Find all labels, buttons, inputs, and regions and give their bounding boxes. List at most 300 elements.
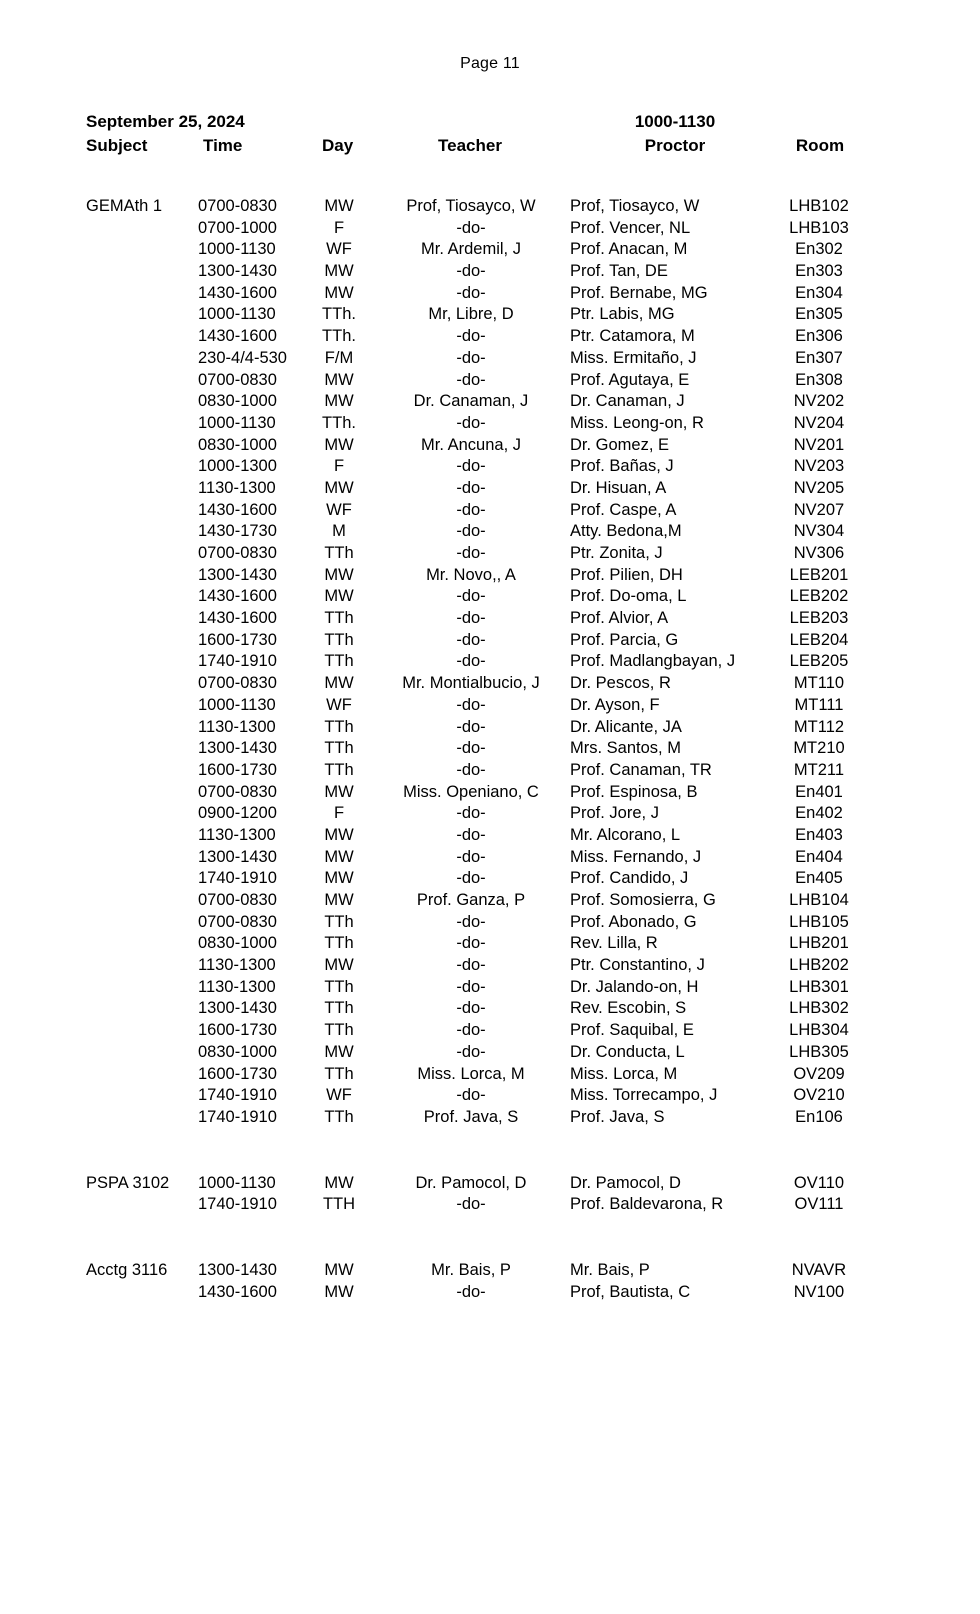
schedule-row: [0, 218, 980, 240]
cell-time: 0700-0830: [198, 370, 277, 389]
cell-day: TTh: [324, 652, 354, 671]
cell-teacher: Mr, Libre, D: [428, 305, 514, 324]
cell-teacher: -do-: [456, 587, 486, 606]
schedule-row: [0, 391, 980, 413]
cell-room: En303: [795, 262, 843, 281]
group-separator: [0, 1129, 980, 1173]
schedule-row: [0, 435, 980, 457]
cell-time: 1600-1730: [198, 760, 277, 779]
cell-day: F: [333, 804, 345, 823]
cell-time: 0700-0830: [198, 891, 277, 909]
cell-proctor: Prof. Espinosa, B: [570, 782, 698, 801]
cell-room: LHB102: [789, 197, 849, 215]
cell-time: 1740-1910: [198, 1107, 277, 1126]
cell-teacher: -do-: [456, 478, 486, 497]
cell-room: NV304: [793, 522, 845, 541]
cell-room: LEB201: [789, 565, 849, 584]
cell-teacher: -do-: [456, 1042, 486, 1061]
schedule-row: [0, 283, 980, 305]
cell-room: LHB201: [789, 934, 849, 953]
schedule-row: [0, 543, 980, 565]
cell-teacher: -do-: [456, 934, 486, 953]
cell-proctor: Dr. Ayson, F: [570, 695, 660, 714]
cell-teacher: -do-: [456, 1021, 486, 1040]
cell-time: 1430-1730: [198, 522, 277, 541]
cell-proctor: Prof. Candido, J: [570, 869, 689, 888]
cell-teacher: -do-: [456, 457, 486, 476]
cell-day: TTh: [324, 1021, 354, 1040]
cell-room: En302: [795, 240, 843, 259]
schedule-row: [0, 413, 980, 435]
cell-room: LEB202: [789, 587, 849, 606]
schedule-row: [0, 1020, 980, 1042]
cell-teacher: Mr. Novo,, A: [426, 565, 516, 584]
schedule-row: [0, 1085, 980, 1107]
schedule-row: [0, 847, 980, 869]
cell-day: MW: [324, 370, 354, 389]
cell-time: 1300-1430: [198, 999, 277, 1018]
cell-room: OV110: [793, 1173, 845, 1192]
cell-time: 1740-1910: [198, 1195, 277, 1214]
cell-day: MW: [324, 1260, 354, 1279]
cell-time: 1740-1910: [198, 652, 277, 671]
schedule-row: [0, 565, 980, 587]
cell-teacher: Mr. Montialbucio, J: [402, 674, 540, 693]
cell-proctor: Miss. Lorca, M: [570, 1064, 678, 1083]
cell-teacher: Miss. Lorca, M: [417, 1064, 525, 1083]
cell-proctor: Ptr. Labis, MG: [570, 305, 675, 324]
cell-teacher: -do-: [456, 544, 486, 562]
cell-subject: PSPA 3102: [86, 1173, 170, 1192]
cell-time: 1130-1300: [198, 977, 276, 996]
cell-teacher: Prof, Tiosayco, W: [406, 197, 536, 215]
schedule-row: [0, 825, 980, 847]
cell-proctor: Prof. Madlangbayan, J: [570, 652, 736, 671]
schedule-row: [0, 998, 980, 1020]
cell-teacher: Prof. Java, S: [423, 1107, 519, 1126]
cell-room: LHB105: [789, 912, 849, 931]
cell-time: 1130-1300: [198, 478, 276, 497]
schedule-row: [0, 651, 980, 673]
cell-proctor: Dr. Hisuan, A: [570, 478, 667, 497]
cell-proctor: Mr. Bais, P: [570, 1260, 650, 1279]
schedule-row: [0, 304, 980, 326]
cell-day: TTh: [324, 717, 354, 736]
cell-proctor: Prof. Parcia, G: [570, 630, 679, 649]
cell-proctor: Mrs. Santos, M: [570, 739, 681, 758]
cell-day: MW: [324, 847, 354, 866]
cell-room: NV204: [793, 413, 845, 432]
cell-room: MT110: [793, 674, 845, 693]
cell-teacher: -do-: [456, 413, 486, 432]
cell-room: En307: [795, 348, 843, 367]
cell-proctor: Prof. Canaman, TR: [570, 760, 712, 779]
cell-time: 1130-1300: [198, 956, 276, 975]
cell-time: 1430-1600: [198, 500, 277, 519]
cell-teacher: -do-: [456, 609, 486, 628]
schedule-row: [0, 500, 980, 522]
cell-room: MT111: [794, 695, 844, 714]
cell-proctor: Prof. Baldevarona, R: [570, 1195, 724, 1214]
cell-proctor: Prof. Vencer, NL: [570, 218, 691, 237]
cell-day: MW: [324, 869, 354, 888]
cell-proctor: Prof. Agutaya, E: [570, 370, 690, 389]
cell-time: 1600-1730: [198, 630, 277, 649]
group-separator: [0, 1216, 980, 1260]
cell-day: TTh: [324, 934, 354, 953]
cell-time: 1300-1430: [198, 565, 277, 584]
schedule-row: [0, 717, 980, 739]
cell-day: MW: [324, 392, 354, 411]
cell-room: MT211: [793, 760, 845, 779]
column-header-row: [0, 136, 980, 162]
cell-time: 1430-1600: [198, 327, 277, 346]
schedule-row: [0, 608, 980, 630]
schedule-row: [0, 1260, 980, 1282]
column-header-teacher: Teacher: [438, 136, 502, 155]
schedule-row: [0, 478, 980, 500]
cell-proctor: Miss. Torrecampo, J: [570, 1086, 718, 1105]
cell-teacher: Mr. Ancuna, J: [421, 435, 521, 454]
cell-room: En308: [795, 370, 843, 389]
schedule-row: [0, 1042, 980, 1064]
cell-proctor: Prof. Saquibal, E: [570, 1021, 694, 1040]
cell-proctor: Prof. Somosierra, G: [570, 891, 716, 909]
cell-room: NV306: [793, 544, 845, 562]
cell-room: En402: [795, 804, 843, 823]
cell-proctor: Dr. Jalando-on, H: [570, 977, 699, 996]
cell-day: MW: [324, 435, 354, 454]
schedule-row: [0, 630, 980, 652]
schedule-row: [0, 738, 980, 760]
cell-day: F/M: [324, 348, 354, 367]
subject-group: [0, 1173, 980, 1216]
cell-room: En306: [795, 327, 843, 346]
cell-room: NVAVR: [791, 1260, 847, 1279]
cell-time: 0700-0830: [198, 782, 277, 801]
cell-proctor: Prof, Bautista, C: [570, 1282, 691, 1301]
cell-day: MW: [324, 891, 354, 909]
cell-room: En404: [795, 847, 843, 866]
cell-day: TTh: [324, 609, 354, 628]
cell-day: WF: [326, 1086, 352, 1105]
schedule-row: [0, 1173, 980, 1195]
cell-subject: GEMAth 1: [86, 197, 163, 215]
schedule-row: [0, 955, 980, 977]
cell-teacher: -do-: [456, 717, 486, 736]
cell-room: LEB205: [789, 652, 849, 671]
schedule-row: [0, 239, 980, 261]
cell-teacher: -do-: [456, 1086, 486, 1105]
cell-room: LEB204: [789, 630, 849, 649]
cell-time: 1000-1130: [198, 1173, 276, 1192]
schedule-row: [0, 977, 980, 999]
cell-proctor: Prof. Anacan, M: [570, 240, 688, 259]
cell-room: En304: [795, 283, 843, 302]
schedule-row: [0, 586, 980, 608]
cell-time: 1600-1730: [198, 1021, 277, 1040]
schedule-time-slot: 1000-1130: [634, 112, 716, 131]
cell-time: 1000-1130: [198, 240, 276, 259]
cell-room: LHB302: [789, 999, 849, 1018]
cell-room: NV201: [793, 435, 845, 454]
schedule-table-body: [0, 196, 980, 1303]
cell-time: 0700-0830: [198, 544, 277, 562]
cell-room: NV100: [793, 1282, 845, 1301]
cell-time: 0700-0830: [198, 912, 277, 931]
schedule-row: [0, 196, 980, 218]
schedule-row: [0, 1194, 980, 1216]
cell-day: MW: [324, 478, 354, 497]
cell-time: 0700-0830: [198, 674, 277, 693]
cell-room: En305: [795, 305, 843, 324]
cell-day: MW: [324, 1173, 354, 1192]
cell-day: MW: [324, 283, 354, 302]
cell-teacher: -do-: [456, 1282, 486, 1301]
cell-day: MW: [324, 565, 354, 584]
cell-day: MW: [324, 1282, 354, 1301]
subject-group: [0, 1260, 980, 1303]
cell-time: 0830-1000: [198, 392, 277, 411]
cell-proctor: Prof, Tiosayco, W: [570, 197, 700, 215]
cell-time: 1740-1910: [198, 1086, 277, 1105]
schedule-row: [0, 803, 980, 825]
cell-day: TTh: [324, 1064, 354, 1083]
cell-teacher: -do-: [456, 522, 486, 541]
page-number: Page 11: [460, 55, 520, 72]
cell-proctor: Mr. Alcorano, L: [570, 825, 681, 844]
cell-day: WF: [326, 500, 352, 519]
cell-time: 0830-1000: [198, 435, 277, 454]
cell-time: 1300-1430: [198, 1260, 277, 1279]
cell-proctor: Dr. Alicante, JA: [570, 717, 682, 736]
cell-proctor: Prof. Do-oma, L: [570, 587, 687, 606]
cell-day: TTh: [324, 999, 354, 1018]
cell-subject: Acctg 3116: [86, 1260, 168, 1279]
cell-proctor: Ptr. Catamora, M: [570, 327, 695, 346]
cell-proctor: Miss. Leong-on, R: [570, 413, 704, 432]
cell-room: LHB202: [789, 956, 849, 975]
cell-teacher: Mr. Bais, P: [431, 1260, 511, 1279]
cell-day: WF: [326, 695, 352, 714]
schedule-row: [0, 673, 980, 695]
cell-proctor: Dr. Pamocol, D: [570, 1173, 681, 1192]
cell-proctor: Prof. Bernabe, MG: [570, 283, 708, 302]
cell-teacher: -do-: [456, 218, 486, 237]
cell-proctor: Miss. Fernando, J: [570, 847, 702, 866]
cell-room: LHB301: [789, 977, 849, 996]
cell-time: 1130-1300: [198, 825, 276, 844]
schedule-row: [0, 1107, 980, 1129]
header-top-row: [0, 112, 980, 136]
cell-proctor: Prof. Pilien, DH: [570, 565, 683, 584]
cell-day: MW: [324, 782, 354, 801]
cell-teacher: -do-: [456, 500, 486, 519]
cell-time: 1000-1130: [198, 413, 276, 432]
cell-day: MW: [324, 1042, 354, 1061]
schedule-row: [0, 912, 980, 934]
cell-time: 0830-1000: [198, 1042, 277, 1061]
schedule-row: [0, 326, 980, 348]
cell-teacher: -do-: [456, 825, 486, 844]
schedule-header: [0, 112, 980, 162]
cell-proctor: Dr. Canaman, J: [570, 392, 685, 411]
cell-teacher: -do-: [456, 804, 486, 823]
cell-day: MW: [324, 956, 354, 975]
cell-day: TTh.: [322, 327, 356, 346]
cell-time: 0830-1000: [198, 934, 277, 953]
schedule-row: [0, 370, 980, 392]
subject-group: [0, 196, 980, 1129]
cell-teacher: -do-: [456, 370, 486, 389]
schedule-row: [0, 695, 980, 717]
cell-day: MW: [324, 674, 354, 693]
cell-proctor: Prof. Java, S: [570, 1107, 665, 1126]
cell-time: 1300-1430: [198, 847, 277, 866]
cell-teacher: -do-: [456, 760, 486, 779]
cell-time: 1740-1910: [198, 869, 277, 888]
cell-proctor: Ptr. Zonita, J: [570, 544, 663, 562]
cell-teacher: -do-: [456, 652, 486, 671]
column-header-time: Time: [203, 136, 243, 155]
cell-room: NV205: [793, 478, 845, 497]
cell-day: MW: [324, 262, 354, 281]
schedule-date: September 25, 2024: [86, 112, 245, 131]
cell-teacher: -do-: [456, 999, 486, 1018]
cell-teacher: Dr. Pamocol, D: [415, 1173, 527, 1192]
cell-time: 230-4/4-530: [198, 348, 287, 367]
cell-room: En403: [795, 825, 843, 844]
cell-proctor: Dr. Pescos, R: [570, 674, 671, 693]
cell-teacher: -do-: [456, 327, 486, 346]
cell-teacher: -do-: [456, 956, 486, 975]
cell-time: 0900-1200: [198, 804, 277, 823]
cell-room: En405: [795, 869, 843, 888]
cell-proctor: Rev. Lilla, R: [570, 934, 658, 953]
schedule-row: [0, 456, 980, 478]
cell-room: MT112: [793, 717, 845, 736]
cell-proctor: Prof. Jore, J: [570, 804, 659, 823]
cell-room: OV210: [793, 1086, 845, 1105]
cell-teacher: -do-: [456, 739, 486, 758]
cell-time: 1430-1600: [198, 1282, 277, 1301]
cell-room: MT210: [793, 739, 845, 758]
cell-day: TTh.: [322, 305, 356, 324]
cell-proctor: Dr. Gomez, E: [570, 435, 670, 454]
schedule-row: [0, 521, 980, 543]
cell-proctor: Rev. Escobin, S: [570, 999, 687, 1018]
cell-time: 1600-1730: [198, 1064, 277, 1083]
schedule-row: [0, 1064, 980, 1086]
cell-teacher: -do-: [456, 977, 486, 996]
cell-proctor: Prof. Tan, DE: [570, 262, 668, 281]
cell-time: 1000-1130: [198, 695, 276, 714]
cell-day: MW: [324, 825, 354, 844]
cell-day: WF: [326, 240, 352, 259]
cell-time: 1300-1430: [198, 262, 277, 281]
cell-teacher: Mr. Ardemil, J: [421, 240, 521, 259]
cell-room: NV202: [793, 392, 845, 411]
cell-teacher: -do-: [456, 847, 486, 866]
cell-teacher: Miss. Openiano, C: [403, 782, 539, 801]
cell-day: MW: [324, 587, 354, 606]
cell-time: 1430-1600: [198, 587, 277, 606]
cell-teacher: -do-: [456, 630, 486, 649]
cell-room: LHB103: [789, 218, 849, 237]
cell-day: F: [333, 457, 345, 476]
cell-time: 1430-1600: [198, 283, 277, 302]
cell-time: 1000-1130: [198, 305, 276, 324]
cell-day: F: [333, 218, 345, 237]
schedule-row: [0, 890, 980, 912]
cell-proctor: Atty. Bedona,M: [570, 522, 682, 541]
cell-teacher: Dr. Canaman, J: [413, 392, 529, 411]
schedule-row: [0, 261, 980, 283]
cell-day: TTH: [322, 1195, 356, 1214]
cell-time: 1430-1600: [198, 609, 277, 628]
schedule-row: [0, 1282, 980, 1304]
cell-room: NV207: [793, 500, 845, 519]
cell-teacher: -do-: [456, 695, 486, 714]
cell-teacher: -do-: [456, 869, 486, 888]
schedule-row: [0, 933, 980, 955]
cell-day: TTh: [324, 977, 354, 996]
cell-day: TTh: [324, 1107, 354, 1126]
cell-day: TTh: [324, 760, 354, 779]
cell-teacher: -do-: [456, 283, 486, 302]
cell-room: OV111: [794, 1195, 844, 1214]
cell-proctor: Prof. Alvior, A: [570, 609, 669, 628]
cell-teacher: Prof. Ganza, P: [416, 891, 526, 909]
cell-day: TTh: [324, 739, 354, 758]
cell-time: 0700-1000: [198, 218, 277, 237]
schedule-row: [0, 782, 980, 804]
column-header-room: Room: [795, 136, 845, 155]
cell-teacher: -do-: [456, 348, 486, 367]
cell-room: LHB104: [789, 891, 849, 909]
cell-time: 1130-1300: [198, 717, 276, 736]
cell-day: TTh: [324, 912, 354, 931]
cell-day: TTh.: [322, 413, 356, 432]
cell-room: NV203: [793, 457, 845, 476]
cell-proctor: Miss. Ermitaño, J: [570, 348, 697, 367]
cell-proctor: Ptr. Constantino, J: [570, 956, 705, 975]
cell-day: TTh: [324, 544, 354, 562]
column-header-subject: Subject: [86, 136, 148, 155]
cell-time: 1000-1300: [198, 457, 277, 476]
schedule-row: [0, 868, 980, 890]
cell-day: MW: [324, 197, 354, 215]
cell-teacher: -do-: [456, 262, 486, 281]
cell-teacher: -do-: [456, 912, 486, 931]
cell-room: En401: [795, 782, 843, 801]
cell-room: En106: [795, 1107, 843, 1126]
cell-room: LHB304: [789, 1021, 849, 1040]
cell-day: TTh: [324, 630, 354, 649]
cell-time: 0700-0830: [198, 197, 277, 215]
cell-proctor: Prof. Caspe, A: [570, 500, 677, 519]
cell-proctor: Dr. Conducta, L: [570, 1042, 685, 1061]
cell-proctor: Prof. Abonado, G: [570, 912, 697, 931]
cell-day: M: [332, 522, 346, 541]
schedule-row: [0, 760, 980, 782]
column-header-day: Day: [322, 136, 354, 155]
schedule-row: [0, 348, 980, 370]
cell-proctor: Prof. Bañas, J: [570, 457, 674, 476]
column-header-proctor: Proctor: [644, 136, 706, 155]
cell-room: LHB305: [789, 1042, 849, 1061]
cell-room: LEB203: [789, 609, 849, 628]
